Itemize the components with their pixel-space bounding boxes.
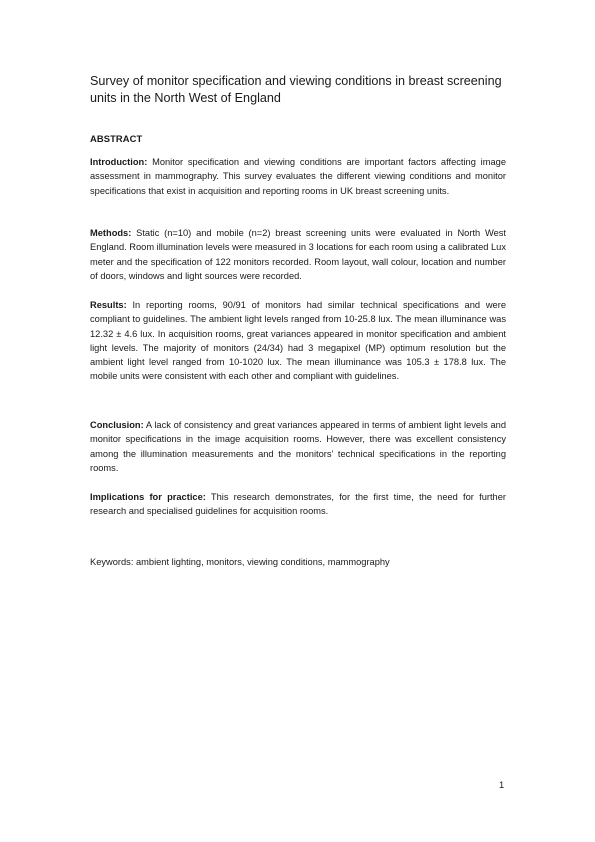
results-paragraph — [90, 298, 506, 384]
conclusion-paragraph — [90, 418, 506, 475]
abstract-heading: ABSTRACT — [90, 133, 143, 144]
conclusion-text: A lack of consistency and great variances appeared in terms of ambient light levels and monitor specifications in the image acquisition rooms. However, there was excellent consistency among the illumination measurements and the monitors’ technical specifications in the reporting rooms. — [90, 420, 506, 473]
page-number: 1 — [499, 780, 505, 790]
introduction-paragraph — [90, 155, 506, 198]
implications-text: This research demonstrates, for the first time, the need for further research and specialised guidelines for acquisition rooms. — [90, 492, 506, 517]
paper-title: Survey of monitor specification and viewing conditions in breast screening units in the North West of England — [90, 74, 502, 105]
results-label: Results: — [90, 300, 127, 310]
implications-label: Implications for practice: — [90, 492, 206, 502]
methods-paragraph — [90, 226, 506, 283]
methods-label: Methods: — [90, 228, 132, 238]
methods-text: Static (n=10) and mobile (n=2) breast screening units were evaluated in North West England. Room illumination levels were measured in 3 locations for each room using a calibrated Lux meter and the specification of 122 monitors recorded. Room layout, wall colour, location and number of doors, windows and light sources were recorded. — [90, 228, 506, 281]
conclusion-label: Conclusion: — [90, 420, 144, 430]
keywords-line: Keywords: ambient lighting, monitors, viewing conditions, mammography — [90, 557, 390, 567]
introduction-text: Monitor specification and viewing conditions are important factors affecting image assessment in mammography. This survey evaluates the different viewing conditions and monitor specifications that exist in acquisition and reporting rooms in UK breast screening units. — [90, 157, 506, 196]
introduction-label: Introduction: — [90, 157, 148, 167]
results-text: In reporting rooms, 90/91 of monitors had similar technical specifications and were compliant to guidelines. The ambient light levels ranged from 10-25.8 lux. The mean illuminance was 12.32 ± 4.6 lux. In acquisition rooms, great variances appeared in monitor specification and ambient light levels. The majority of monitors (24/34) had 3 megapixel (MP) optimum resolution but the ambient light level ranged from 10-1020 lux. The mean illuminance was 105.3 ± 178.8 lux. The mobile units were consistent with each other and compliant with guidelines. — [90, 300, 506, 382]
implications-paragraph — [90, 490, 506, 519]
